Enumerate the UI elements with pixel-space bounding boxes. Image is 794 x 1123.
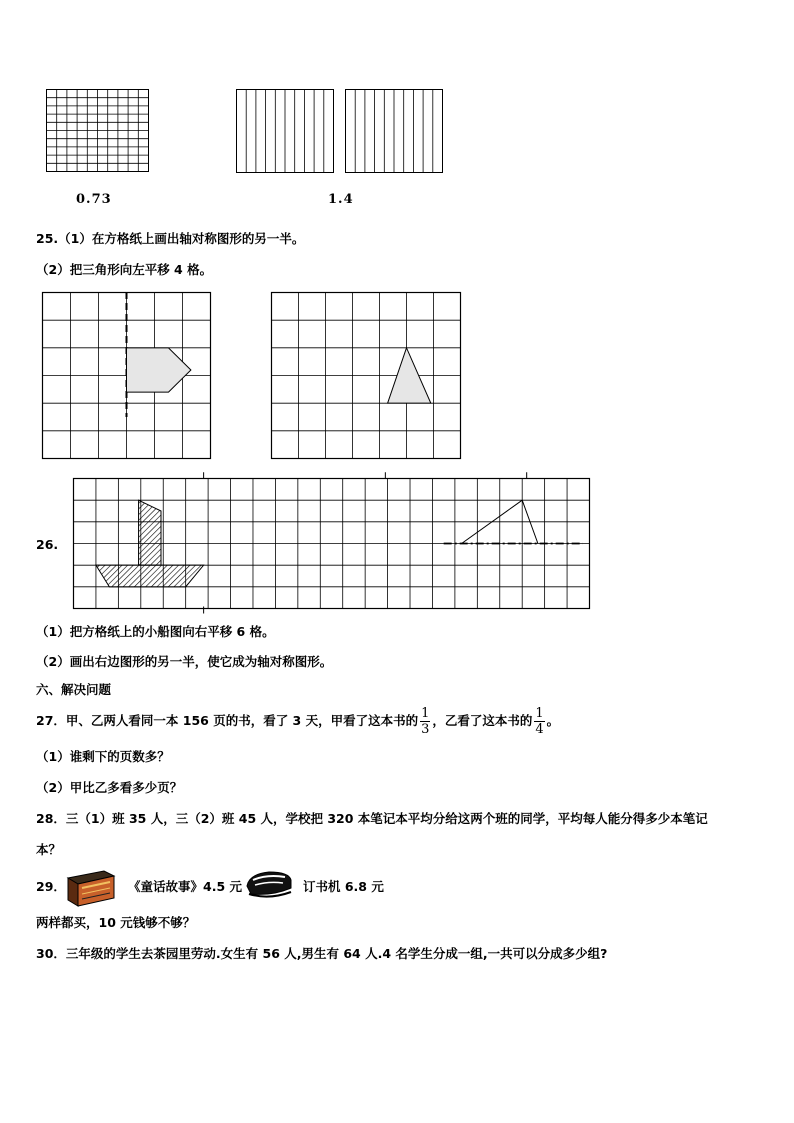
q27-stem [36, 703, 559, 739]
q27-text-c: 。 [546, 713, 560, 728]
q27-text-a: 27．甲、乙两人看同一本 156 页的书，看了 3 天，甲看了这本书的 [36, 713, 419, 728]
strip-value-label: 1.4 [328, 192, 354, 207]
boat-sail [139, 500, 161, 565]
stapler-price: 订书机 6.8 元 [303, 879, 384, 894]
boat-grid [73, 478, 591, 610]
grid-value-label: 0.73 [76, 192, 112, 207]
q26-number: 26. [36, 537, 59, 552]
section-heading: 六、解决问题 [36, 682, 112, 697]
q27-sub1: （1）谁剩下的页数多？ [36, 749, 170, 764]
q30-text: 30．三年级的学生去茶园里劳动.女生有 56 人,男生有 64 人.4 名学生分成一组,一共可以分成多少组? [36, 946, 608, 961]
book-icon [64, 868, 118, 908]
fraction-one-quarter: $\frac{1}{4}$ [535, 706, 544, 737]
q27-text-b: ，乙看了这本书的 [432, 713, 533, 728]
q27-sub2: （2）甲比乙多看多少页？ [36, 780, 183, 795]
symmetry-grid [42, 292, 212, 460]
half-shape [127, 348, 191, 392]
boat-hull [96, 565, 204, 587]
tenths-strip-grid-2 [345, 89, 445, 174]
q26-part1: （1）把方格纸上的小船图向右平移 6 格。 [36, 624, 275, 639]
q29-number: 29． [36, 879, 66, 894]
tenths-strip-grid-1 [236, 89, 336, 174]
q26-part2: （2）画出右边图形的另一半，使它成为轴对称图形。 [36, 654, 333, 669]
stapler-icon [243, 866, 295, 902]
q25-part2: （2）把三角形向左平移 4 格。 [36, 262, 213, 277]
translation-grid [271, 292, 462, 460]
hundred-square-grid [46, 89, 150, 173]
q28-line2: 本？ [36, 842, 62, 857]
fraction-one-third: $\frac{1}{3}$ [421, 706, 430, 737]
q28-line1: 28．三（1）班 35 人，三（2）班 45 人，学校把 320 本笔记本平均分给这两个班的同学，平均每人能分得多少本笔记 [36, 811, 708, 826]
q29-question: 两样都买，10 元钱够不够？ [36, 915, 196, 930]
book-price: 《童话故事》4.5 元 [128, 879, 242, 894]
q25-part1: 25.（1）在方格纸上画出轴对称图形的另一半。 [36, 231, 305, 246]
